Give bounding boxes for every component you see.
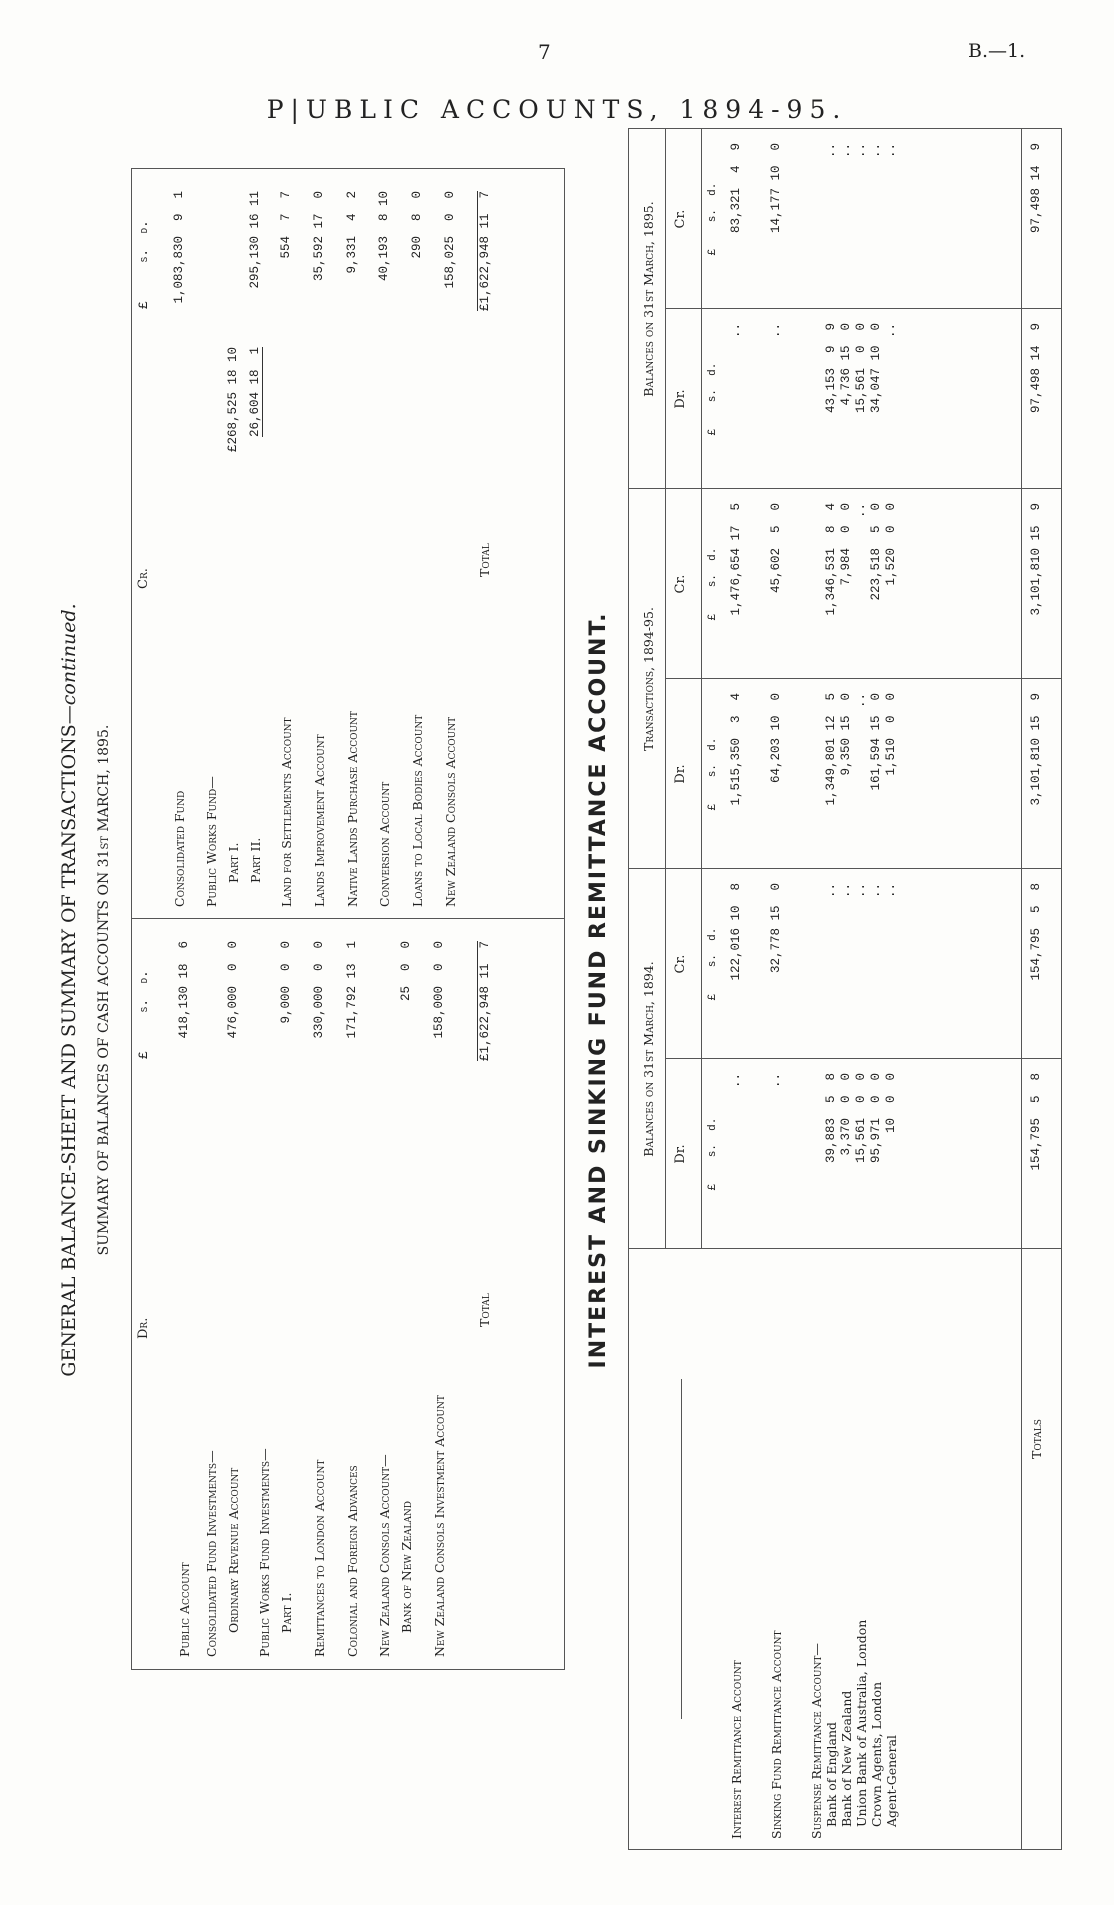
group-header: Balances on 31st March, 1894. <box>641 961 656 1157</box>
cr-row-amount: 295,130 16 11 <box>248 191 262 289</box>
cr-row <box>377 177 395 907</box>
row-label-line: Bank of New Zealand <box>839 1690 854 1827</box>
cr-row-amount: 35,592 17 0 <box>312 191 326 282</box>
document-code: B.—1. <box>968 40 1026 62</box>
cr-row-label: Total <box>477 543 492 577</box>
row-label <box>1029 1259 1044 1839</box>
table-cell: 122,016 10 8 <box>729 883 743 981</box>
cr-row <box>279 177 297 907</box>
cr-row-amount: 40,193 8 10 <box>377 191 391 282</box>
remittance-table <box>586 120 1068 1860</box>
currency-header: £ s. d. <box>707 547 719 621</box>
header-divider <box>665 129 666 1249</box>
row-label <box>809 1259 899 1839</box>
dr-row-label: New Zealand Consols Investment Account <box>432 1395 447 1657</box>
table-cell: .. <box>769 323 783 339</box>
table2-frame <box>628 128 1062 1850</box>
dr-row-label: Remittances to London Account <box>312 1459 327 1657</box>
cr-row-label: Part I. <box>226 842 241 883</box>
row-label-line: Union Bank of Australia, London <box>854 1619 869 1827</box>
currency-header: £ s. d. <box>707 1117 719 1191</box>
dr-row <box>345 927 363 1657</box>
cr-row-label: Part II. <box>248 837 263 883</box>
table-cell: 154,795 5 8 <box>1029 883 1043 981</box>
dr-row-amount: 158,000 0 0 <box>432 941 446 1039</box>
dr-row-label: Consolidated Fund Investments— <box>204 1450 219 1657</box>
table-cell: .. <box>729 1073 743 1089</box>
cr-row <box>410 177 428 907</box>
table-cell: 3,101,810 15 9 <box>1029 693 1043 806</box>
table-cell: 97,498 14 9 <box>1029 323 1043 414</box>
dr-row <box>312 927 330 1657</box>
currency-header: £ s. d. <box>707 362 719 436</box>
dr-row-label: Ordinary Revenue Account <box>226 1467 241 1633</box>
page-number: 7 <box>538 40 551 64</box>
dr-row-label: Public Works Fund Investments— <box>257 1448 272 1657</box>
header-divider <box>701 129 702 1249</box>
cr-row-amount: £1,622,948 11 7 <box>478 191 492 312</box>
dr-row-amount: 330,000 0 0 <box>312 941 326 1039</box>
row-label <box>769 1259 784 1839</box>
cr-row-label: Loans to Local Bodies Account <box>410 714 425 907</box>
row-label-line: Totals <box>1029 1419 1044 1459</box>
cr-row <box>172 177 190 907</box>
table-cell: 83,321 4 9 <box>729 143 743 234</box>
cr-row-label: Consolidated Fund <box>172 790 187 907</box>
dr-row-amount: 171,792 13 1 <box>345 941 359 1039</box>
balance-sheet-table <box>56 150 566 1830</box>
table-cell: .. <box>729 323 743 339</box>
row-label-line: Interest Remittance Account <box>729 1660 744 1839</box>
cr-row-amount: 158,025 0 0 <box>443 191 457 289</box>
cr-row-amount: 9,331 4 2 <box>345 191 359 274</box>
sub-header: Cr. <box>673 574 688 594</box>
table1-title: GENERAL BALANCE-SHEET AND SUMMARY OF TRANSACTIONS—continued. <box>58 603 80 1377</box>
cr-row-amount: 554 7 7 <box>279 191 293 259</box>
cr-row-amount: 1,083,830 9 1 <box>172 191 186 304</box>
cr-header: Cr. <box>136 568 151 589</box>
currency-header: £ s. d. <box>707 927 719 1001</box>
currency-header: £ s. d. <box>136 970 151 1059</box>
cr-row-amount: 290 8 0 <box>410 191 424 259</box>
table-cell: .. .. .. .. .. <box>824 883 898 899</box>
cr-row <box>204 177 222 907</box>
cr-row-label: New Zealand Consols Account <box>443 716 458 907</box>
group-header: Transactions, 1894-95. <box>641 607 656 751</box>
table-cell: 3,101,810 15 9 <box>1029 503 1043 616</box>
table-cell: 45,602 5 0 <box>769 503 783 594</box>
dr-row-amount: 25 0 0 <box>399 941 413 1002</box>
dr-row-amount: £1,622,948 11 7 <box>478 941 492 1062</box>
table2-title: INTEREST AND SINKING FUND REMITTANCE ACCOUNT. <box>586 611 611 1369</box>
dr-row-amount: 418,130 18 6 <box>177 941 191 1039</box>
table-cell: 39,883 5 8 3,370 0 0 15,561 0 0 95,971 0 0 10 0 0 <box>824 1073 898 1164</box>
dr-row-amount: 476,000 0 0 <box>226 941 240 1039</box>
table1-subtitle: SUMMARY OF BALANCES OF CASH ACCOUNTS ON 31st MARCH, 1895. <box>96 724 112 1256</box>
dr-row <box>279 927 297 1657</box>
dr-row <box>226 927 244 1657</box>
totals-divider <box>1021 129 1022 1849</box>
sub-header: Cr. <box>673 209 688 229</box>
dr-row-label: Part I. <box>279 1592 294 1633</box>
currency-header: £ s. d. <box>707 737 719 811</box>
group-header: Balances on 31st March, 1895. <box>641 201 656 397</box>
row-label-line: Bank of England <box>824 1721 839 1827</box>
dr-row <box>377 927 395 1657</box>
dr-row <box>177 927 195 1657</box>
cr-row <box>345 177 363 907</box>
cr-row <box>477 177 495 907</box>
table-cell: 64,203 10 0 <box>769 693 783 784</box>
cr-row <box>248 177 266 907</box>
cr-row-label: Public Works Fund— <box>204 776 219 907</box>
currency-header: £ s. d. <box>707 182 719 256</box>
cr-row-subamount: 26,604 18 1 <box>248 347 262 438</box>
table-cell: .. <box>769 1073 783 1089</box>
table-cell: 97,498 14 9 <box>1029 143 1043 234</box>
dr-row-label: New Zealand Consols Account— <box>377 1454 392 1657</box>
stub-mark <box>681 1379 682 1719</box>
cr-row-label: Native Lands Purchase Account <box>345 711 360 907</box>
row-label <box>729 1259 744 1839</box>
table-cell: 32,778 15 0 <box>769 883 783 974</box>
table-cell: .. .. .. .. .. <box>824 143 898 159</box>
sub-header: Dr. <box>673 389 688 409</box>
dr-row <box>399 927 417 1657</box>
cr-row-label: Lands Improvement Account <box>312 734 327 907</box>
table-cell: 14,177 10 0 <box>769 143 783 234</box>
credit-side <box>132 169 564 919</box>
dr-row <box>257 927 275 1657</box>
table-cell: 1,476,654 17 5 <box>729 503 743 616</box>
table-cell: 1,515,350 3 4 <box>729 693 743 806</box>
currency-header: £ s. d. <box>136 220 151 309</box>
dr-row <box>477 927 495 1657</box>
cr-row <box>226 177 244 907</box>
table-cell: 1,346,531 8 4 7,984 0 0 .. 223,518 5 0 1,520 0 0 <box>824 503 898 616</box>
dr-row-label: Total <box>477 1293 492 1327</box>
table-cell: 1,349,801 12 5 9,350 15 0 .. 161,594 15 0 1,510 0 0 <box>824 693 898 806</box>
sub-header: Dr. <box>673 1144 688 1164</box>
dr-row <box>204 927 222 1657</box>
row-label-line: Sinking Fund Remittance Account <box>769 1630 784 1839</box>
dr-row-label: Colonial and Foreign Advances <box>345 1465 360 1657</box>
page-title: P|UBLIC ACCOUNTS, 1894-95. <box>266 95 848 124</box>
debit-side <box>132 918 564 1669</box>
dr-row <box>432 927 450 1657</box>
row-label-line: Crown Agents, London <box>869 1681 884 1827</box>
cr-row-label: Land for Settlements Account <box>279 717 294 907</box>
dr-header: Dr. <box>136 1317 151 1339</box>
table-cell: 154,795 5 8 <box>1029 1073 1043 1171</box>
cr-row <box>443 177 461 907</box>
row-label-line: Suspense Remittance Account— <box>809 1643 824 1839</box>
sub-header: Dr. <box>673 764 688 784</box>
cr-row <box>312 177 330 907</box>
table1-frame <box>131 168 565 1670</box>
dr-row-amount: 9,000 0 0 <box>279 941 293 1024</box>
cr-row-subamount: £268,525 18 10 <box>226 347 240 453</box>
dr-row-label: Bank of New Zealand <box>399 1501 414 1633</box>
row-label-line: Agent-General <box>884 1735 899 1827</box>
table-cell: 43,153 9 9 4,736 15 0 15,561 0 0 34,047 10 0 .. <box>824 323 898 414</box>
cr-row-label: Conversion Account <box>377 781 392 907</box>
sub-header: Cr. <box>673 954 688 974</box>
dr-row-label: Public Account <box>177 1562 192 1657</box>
